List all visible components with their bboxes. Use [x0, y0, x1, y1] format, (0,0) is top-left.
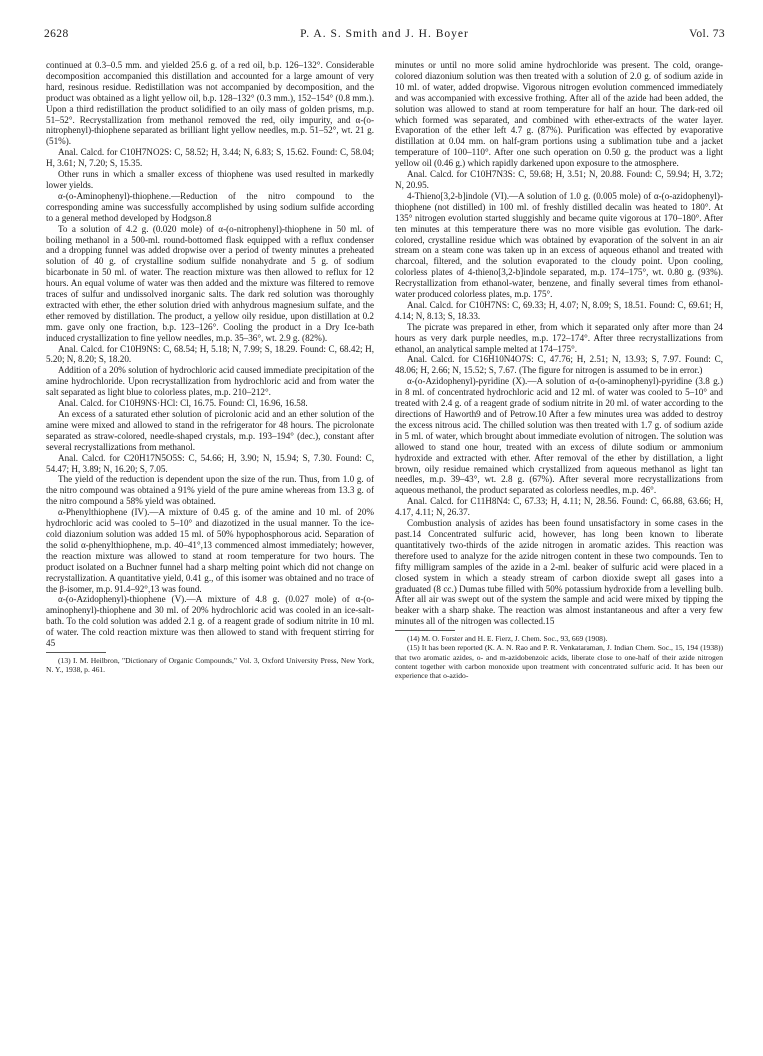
page-header [44, 28, 725, 44]
footnote: (14) M. O. Forster and H. E. Fierz, J. Chem. Soc., 93, 669 (1908). [407, 634, 608, 644]
left-column [46, 60, 374, 674]
paragraph: α-Phenylthiophene (IV).—A mixture of 0.45 g. of the amine and 10 ml. of 20% hydrochloric acid was cooled to 5–10° and diazotized in the usual manner. To the ice-cold diazonium solution was added 15 ml. of 50% hypophosphorous acid. Separation of the solid α-phenylthiophene, m.p. 40–41°,13 commenced almost immediately; however, the reaction mixture was allowed to stand at room temperature for two hours. The product isolated on a Buchner funnel had a sharp melting point which did not change on recrystallization. A quantitative yield, 0.41 g., of this isomer was obtained and no trace of the β-isomer, m.p. 91.4–92°,13 was found. [46, 507, 374, 594]
paragraph: 4-Thieno[3,2-b]indole (VI).—A solution of 1.0 g. (0.005 mole) of α-(o-azidophenyl)-thiophene (not distilled) in 100 ml. of freshly distilled decalin was heated to 180°. At 135° nitrogen evolution started sluggishly and became quite vigorous at 170–180°. After ten minutes at this temperature there was no more visible gas evolution. The dark-colored, crystalline residue which was obtained by evaporation of the solvent in an air stream on a steam cone was taken up in an excess of aqueous ethanol and treated with charcoal, filtered, and the solution evaporated to the cloudy point. Upon cooling, colorless plates of 4-thieno[3,2-b]indole separated, m.p. 174–175°, wt. 0.80 g. (93%). Recrystallization from ethanol-water, benzene, and finally several times from ethanol-water produced colorless plates, m.p. 175°. [395, 190, 723, 300]
analysis-paragraph: Anal. Calcd. for C16H10N4O7S: C, 47.76; H, 2.51; N, 13.93; S, 7.97. Found: C, 48.06; H, 2.66; N, 15.52; S, 7.67. (The figure for nitrogen is assumed to be in error.) [395, 354, 723, 376]
footnote-rule [395, 630, 455, 631]
volume-label: Vol. 73 [689, 28, 725, 40]
running-authors: P. A. S. Smith and J. H. Boyer [300, 28, 469, 40]
analysis-paragraph: Anal. Calcd. for C10H9NS·HCl: Cl, 16.75. Found: Cl, 16.96, 16.58. [58, 398, 308, 409]
analysis-paragraph: Anal. Calcd. for C11H8N4: C, 67.33; H, 4.11; N, 28.56. Found: C, 66.88, 63.66; H, 4.17, 4.11; N, 26.37. [395, 496, 723, 518]
paragraph: α-(o-Azidophenyl)-pyridine (X).—A solution of α-(o-aminophenyl)-pyridine (3.8 g.) in 8 ml. of concentrated hydrochloric acid and 12 ml. of water was cooled to 5–10° and treated with 2.4 g. of a reagent grade of sodium nitrite in 20 ml. of water according to the directions of Haworth9 and of Petrow.10 After a few minutes urea was added to destroy the excess nitrous acid. The chilled solution was then treated with 1.7 g. of sodium azide in 5 ml. of water, which brought about immediate evolution of nitrogen. The solution was allowed to stand one hour, treated with an excess of dilute sodium or ammonium hydroxide and extracted with ether. After removal of the ether by distillation, a light brown, oily residue remained which crystallized from aqueous methanol as light tan needles, m.p. 39–43°, wt. 2.8 g. (67%). After several more recrystallizations from aqueous methanol, the product separated as colorless needles, m.p. 46°. [395, 376, 723, 496]
footnote: (15) It has been reported (K. A. N. Rao and P. R. Venkataraman, J. Indian Chem. Soc., 15, 194 (1938)) that two aromatic azides, o- and m-azidobenzoic acids, liberate close to one-half of their azide nitrogen content together with carbon monoxide upon treatment with concentrated sulfuric acid. It has been our experience that o-azido- [395, 643, 723, 680]
paragraph: α-(o-Azidophenyl)-thiophene (V).—A mixture of 4.8 g. (0.027 mole) of α-(o-aminophenyl)-thiophene and 30 ml. of 20% hydrochloric acid was cooled in an ice-salt-bath. To the cold solution was added 2.1 g. of a reagent grade of sodium nitrite in 10 ml. of water. The cold reaction mixture was then allowed to stand with frequent stirring for 45 [46, 594, 374, 649]
analysis-paragraph: Anal. Calcd. for C10H7NO2S: C, 58.52; H, 3.44; N, 6.83; S, 15.62. Found: C, 58.04; H, 3.61; N, 7.20; S, 15.35. [46, 147, 374, 169]
analysis-paragraph: Anal. Calcd. for C20H17N5O5S: C, 54.66; H, 3.90; N, 15.94; S, 7.30. Found: C, 54.47; H, 3.89; N, 16.20; S, 7.05. [46, 452, 374, 474]
paragraph: The picrate was prepared in ether, from which it separated only after more than 24 hours as very dark purple needles, m.p. 172–174°. After three recrystallizations from ethanol, an analytical sample melted at 174–175°. [395, 321, 723, 354]
analysis-paragraph: Anal. Calcd. for C10H7NS: C, 69.33; H, 4.07; N, 8.09; S, 18.51. Found: C, 69.61; H, 4.14; N, 8.13; S, 18.33. [395, 299, 723, 321]
footnote-rule [46, 652, 106, 653]
page-number: 2628 [44, 28, 69, 40]
footnote: (13) I. M. Heilbron, "Dictionary of Organic Compounds," Vol. 3, Oxford University Press, New York, N. Y., 1938, p. 461. [46, 655, 374, 675]
paragraph: Combustion analysis of azides has been found unsatisfactory in some cases in the past.14 Concentrated sulfuric acid, however, has long been known to liberate quantitatively two-thirds of the azide nitrogen in aromatic azides. This reaction was therefore used to analyze for the azide nitrogen content in these two compounds. Ten to fifty milligram samples of the azide in a 2-ml. beaker of sulfuric acid were placed in a closed system in which a steady stream of carbon dioxide swept all gases into a graduated (8 cc.) Dumas tube filled with 50% potassium hydroxide from a levelling bulb. After all air was swept out of the system the sample and acid were mixed by tipping the beaker with a sharp shake. The reaction was almost instantaneous and after a very few minutes all of the nitrogen was collected.15 [395, 518, 723, 627]
paragraph: α-(o-Aminophenyl)-thiophene.—Reduction of the nitro compound to the corresponding amine was successfully accomplished by using sodium sulfide according to a general method developed by Hodgson.8 [46, 190, 374, 223]
analysis-paragraph: Anal. Calcd. for C10H7N3S: C, 59.68; H, 3.51; N, 20.88. Found: C, 59.94; H, 3.72; N, 20.95. [395, 169, 723, 190]
paragraph: Other runs in which a smaller excess of thiophene was used resulted in markedly lower yields. [46, 169, 374, 190]
paragraph: minutes or until no more solid amine hydrochloride was present. The cold, orange-colored diazonium solution was then treated with a solution of 2.0 g. of sodium azide in 10 ml. of water, added dropwise. Vigorous nitrogen evolution commenced immediately and was accompanied with excessive frothing. After all of the azide had been added, the solution was allowed to stand at room temperature for half an hour. The dark-red oil which formed was separated, and combined with ether-extracts of the water layer. Evaporation of the ether left 4.7 g. (87%). Purification was effected by evaporative distillation at 0.04 mm. on half-gram portions using a sublimation tube and a jacket temperature of 100–110°. After one such operation on 0.50 g. the product was a light yellow oil (0.46 g.) which rapidly darkened upon exposure to the atmosphere. [395, 60, 723, 169]
analysis-paragraph: Anal. Calcd. for C10H9NS: C, 68.54; H, 5.18; N, 7.99; S, 18.29. Found: C, 68.42; H, 5.20; N, 8.20; S, 18.20. [46, 343, 374, 365]
right-column [395, 60, 723, 680]
paragraph: Addition of a 20% solution of hydrochloric acid caused immediate precipitation of the amine hydrochloride. Upon recrystallization from hydrochloric acid and from water the salt separated as light blue to colorless plates, m.p. 210–212°. [46, 365, 374, 398]
paragraph: To a solution of 4.2 g. (0.020 mole) of α-(o-nitrophenyl)-thiophene in 50 ml. of boiling methanol in a 500-ml. round-bottomed flask equipped with a reflux condenser and a dropping funnel was added dropwise over a period of twenty minutes a preheated solution of 40 g. of crystalline sodium sulfide nonahydrate and 5 g. of sodium bicarbonate in 50 ml. of water. The reaction mixture was then allowed to reflux for 12 hours. An equal volume of water was then added and the mixture was filtered to remove traces of sulfur and undissolved inorganic salts. The dark red solution was thoroughly extracted with ether, the ether solution dried with anhydrous magnesium sulfate, and the ether removed by distillation. The product, a yellow oily residue, upon distillation at 0.2 mm. gave only one fraction, b.p. 123–126°. Cooling the product in a Dry Ice-bath induced crystallization to fine yellow needles, m.p. 35–36°, wt. 2.9 g. (82%). [46, 223, 374, 343]
paragraph: An excess of a saturated ether solution of picrolonic acid and an ether solution of the amine were mixed and allowed to stand in the refrigerator for 48 hours. The picrolonate separated as straw-colored, needle-shaped crystals, m.p. 193–194° (dec.), constant after several recrystallizations from methanol. [46, 409, 374, 452]
paragraph: The yield of the reduction is dependent upon the size of the run. Thus, from 1.0 g. of the nitro compound was obtained a 91% yield of the pure amine whereas from 13.3 g. of the nitro compound a 58% yield was obtained. [46, 474, 374, 507]
paragraph: continued at 0.3–0.5 mm. and yielded 25.6 g. of a red oil, b.p. 126–132°. Considerable decomposition accompanied this distillation and accounted for a large amount of very hard, resinous residue. Redistillation was not accompanied by decomposition, and the product was obtained as a light yellow oil, b.p. 128–132° (0.3 mm.), 152–154° (0.8 mm.). Upon a third redistillation the product solidified to an oily mass of golden prisms, m.p. 51–52°. Recrystallization from methanol removed the red, oily impurity, and α-(o-nitrophenyl)-thiophene separated as brilliant light yellow needles, m.p. 51–52°, wt. 21 g. (51%). [46, 60, 374, 147]
